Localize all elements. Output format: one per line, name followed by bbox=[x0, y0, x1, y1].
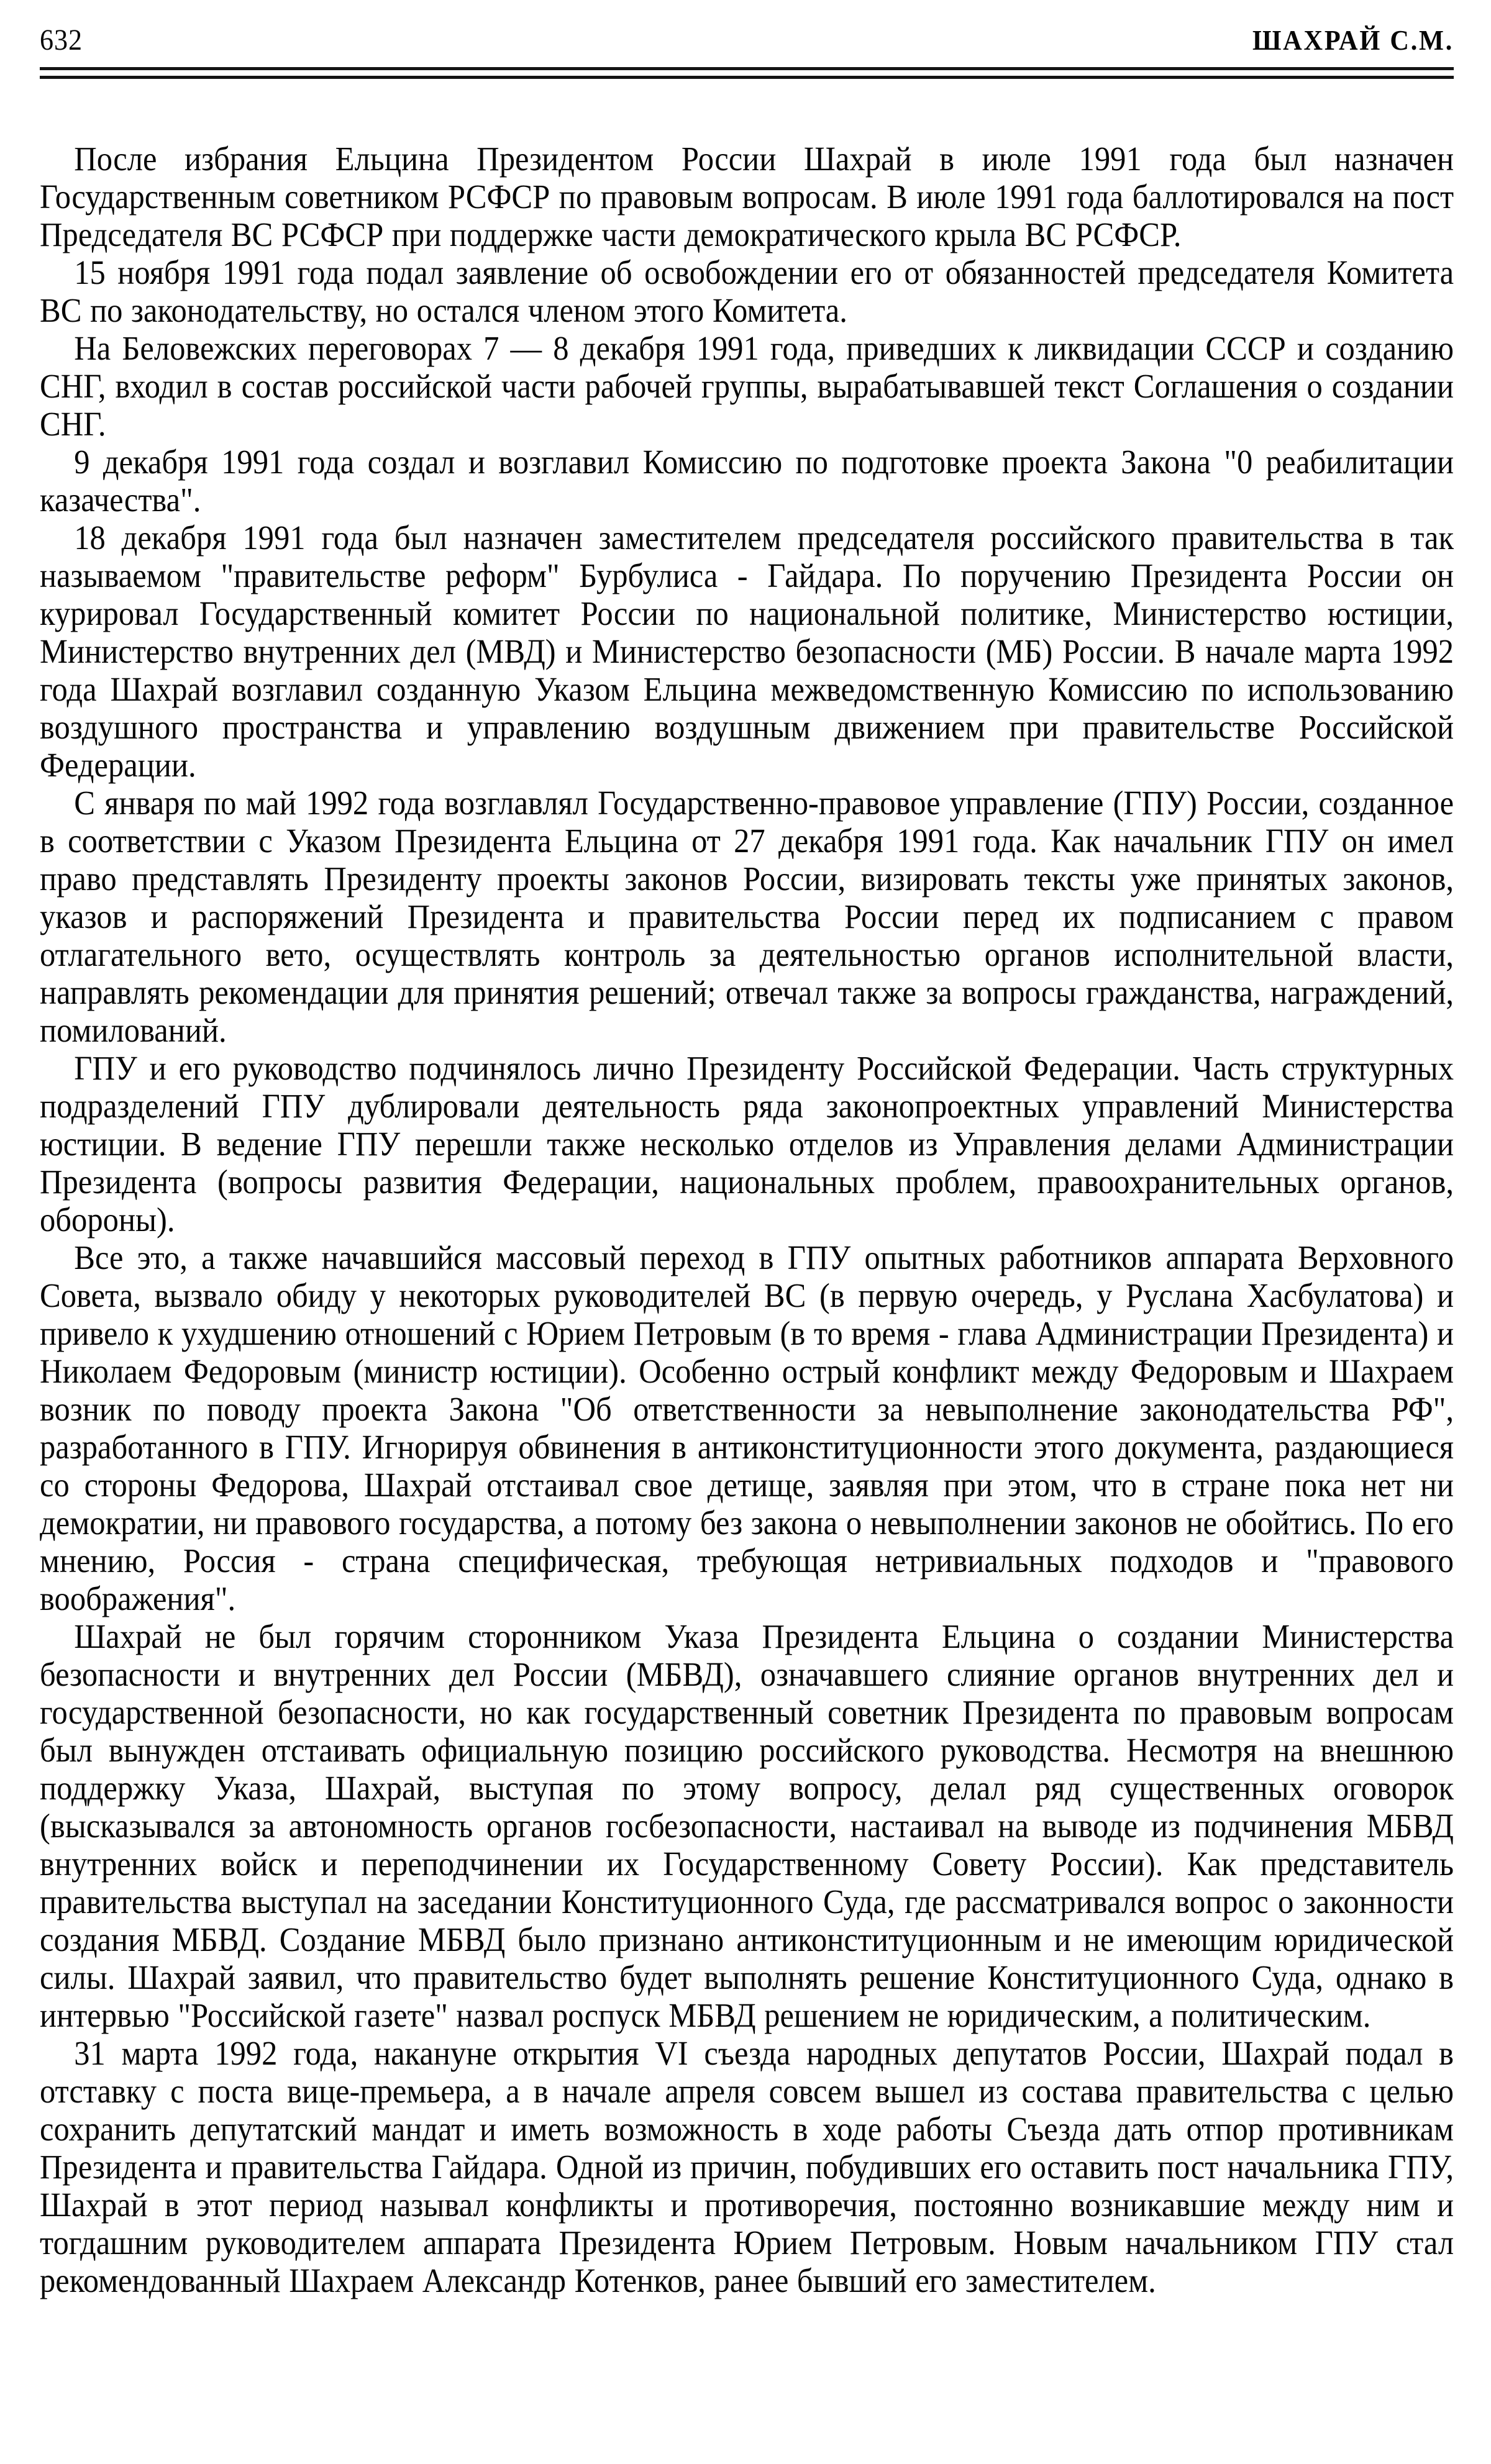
page-header bbox=[40, 24, 1454, 57]
rule-top bbox=[40, 67, 1454, 70]
rule-bottom bbox=[40, 76, 1454, 79]
article-text bbox=[40, 140, 1454, 2299]
paragraph: 15 ноября 1991 года подал заявление об освобождении его от обязанностей председателя Комитета ВС по законодательству, но остался членом этого Комитета. bbox=[40, 253, 1454, 329]
paragraph: После избрания Ельцина Президентом России Шахрай в июле 1991 года был назначен Государственным советником РСФСР по правовым вопросам. В июле 1991 года баллотировался на пост Председателя ВС РСФСР при поддержке части демократического крыла ВС РСФСР. bbox=[40, 140, 1454, 253]
page-number: 632 bbox=[40, 24, 83, 57]
paragraph: С января по май 1992 года возглавлял Государственно-правовое управление (ГПУ) России, созданное в соответствии с Указом Президента Ельцина от 27 декабря 1991 года. Как начальник ГПУ он имел право представлять Президенту проекты законов России, визировать тексты уже принятых законов, указов и распоряжений Президента и правительства России перед их подписанием с правом отлагательного вето, осуществлять контроль за деятельностью органов исполнительной власти, направлять рекомендации для принятия решений; отвечал также за вопросы гражданства, награждений, помилований. bbox=[40, 784, 1454, 1049]
paragraph: На Беловежских переговорах 7 — 8 декабря 1991 года, приведших к ликвидации СССР и созданию СНГ, входил в состав российской части рабочей группы, вырабатывавшей текст Соглашения о создании СНГ. bbox=[40, 329, 1454, 443]
running-title: ШАХРАЙ С.М. bbox=[1252, 24, 1454, 56]
paragraph: ГПУ и его руководство подчинялось лично Президенту Российской Федерации. Часть структурных подразделений ГПУ дублировали деятельность ряда законопроектных управлений Министерства юстиции. В ведение ГПУ перешли также несколько отделов из Управления делами Администрации Президента (вопросы развития Федерации, национальных проблем, правоохранительных органов, обороны). bbox=[40, 1049, 1454, 1239]
paragraph: 9 декабря 1991 года создал и возглавил Комиссию по подготовке проекта Закона "0 реабилитации казачества". bbox=[40, 443, 1454, 519]
paragraph: 18 декабря 1991 года был назначен заместителем председателя российского правительства в так называемом "правительстве реформ" Бурбулиса - Гайдара. По поручению Президента России он курировал Государственный комитет России по национальной политике, Министерство юстиции, Министерство внутренних дел (МВД) и Министерство безопасности (МБ) России. В начале марта 1992 года Шахрай возглавил созданную Указом Ельцина межведомственную Комиссию по использованию воздушного пространства и управлению воздушным движением при правительстве Российской Федерации. bbox=[40, 519, 1454, 784]
paragraph: Все это, а также начавшийся массовый переход в ГПУ опытных работников аппарата Верховного Совета, вызвало обиду у некоторых руководителей ВС (в первую очередь, у Руслана Хасбулатова) и привело к ухудшению отношений с Юрием Петровым (в то время - глава Администрации Президента) и Николаем Федоровым (министр юстиции). Особенно острый конфликт между Федоровым и Шахраем возник по поводу проекта Закона "Об ответственности за невыполнение законодательства РФ", разработанного в ГПУ. Игнорируя обвинения в антиконституционности этого документа, раздающиеся со стороны Федорова, Шахрай отстаивал свое детище, заявляя при этом, что в стране пока нет ни демократии, ни правового государства, а потому без закона о невыполнении законов не обойтись. По его мнению, Россия - страна специфическая, требующая нетривиальных подходов и "правового воображения". bbox=[40, 1239, 1454, 1617]
page-content bbox=[40, 0, 1454, 2299]
paragraph: 31 марта 1992 года, накануне открытия VI съезда народных депутатов России, Шахрай подал в отставку с поста вице-премьера, а в начале апреля совсем вышел из состава правительства с целью сохранить депутатский мандат и иметь возможность в ходе работы Съезда дать отпор противникам Президента и правительства Гайдара. Одной из причин, побудивших его оставить пост начальника ГПУ, Шахрай в этот период называл конфликты и противоречия, постоянно возникавшие между ним и тогдашним руководителем аппарата Президента Юрием Петровым. Новым начальником ГПУ стал рекомендованный Шахраем Александр Котенков, ранее бывший его заместителем. bbox=[40, 2034, 1454, 2299]
header-double-rule bbox=[40, 67, 1454, 79]
paragraph: Шахрай не был горячим сторонником Указа Президента Ельцина о создании Министерства безопасности и внутренних дел России (МБВД), означавшего слияние органов внутренних дел и государственной безопасности, но как государственный советник Президента по правовым вопросам был вынужден отстаивать официальную позицию российского руководства. Несмотря на внешнюю поддержку Указа, Шахрай, выступая по этому вопросу, делал ряд существенных оговорок (высказывался за автономность органов госбезопасности, настаивал на выводе из подчинения МБВД внутренних войск и переподчинении их Государственному Совету России). Как представитель правительства выступал на заседании Конституционного Суда, где рассматривался вопрос о законности создания МБВД. Создание МБВД было признано антиконституционным и не имеющим юридической силы. Шахрай заявил, что правительство будет выполнять решение Конституционного Суда, однако в интервью "Российской газете" назвал роспуск МБВД решением не юридическим, а политическим. bbox=[40, 1617, 1454, 2034]
